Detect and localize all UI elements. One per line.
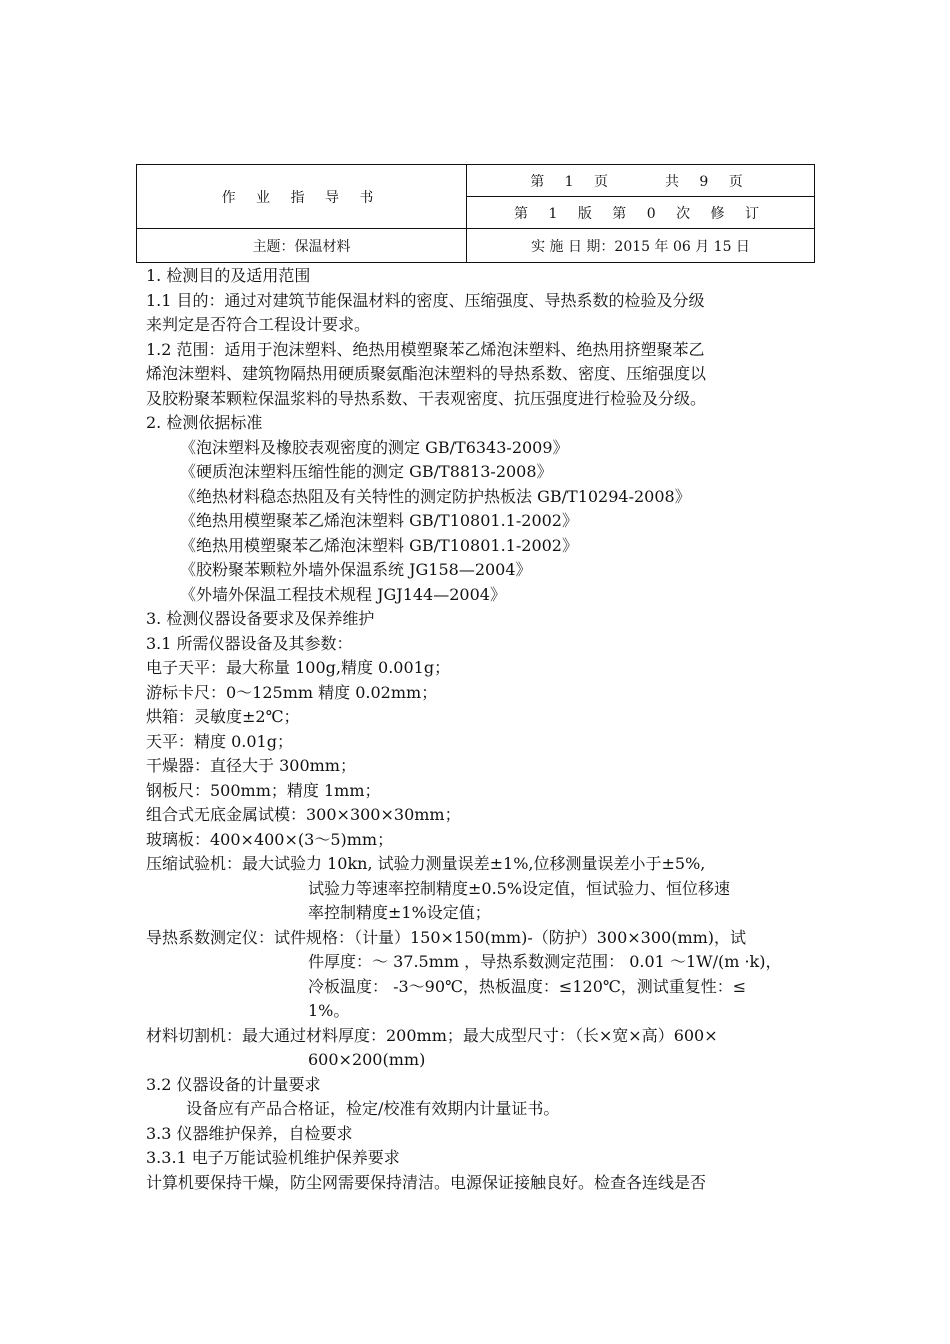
standard-item: 《外墙外保温工程技术规程 JGJ144—2004》 — [180, 584, 506, 604]
subsection-heading: 3.3.1 电子万能试验机维护保养要求 — [146, 1148, 400, 1167]
page-total: 共 9 页 — [664, 173, 751, 190]
paragraph-line: 1.2 范围：适用于泡沫塑料、绝热用模塑聚苯乙烯泡沫塑料、绝热用挤塑聚苯乙 — [146, 339, 705, 359]
equipment-item: 导热系数测定仪：试件规格：（计量）150×150(mm)-（防护）300×300(mm)，试 — [146, 927, 747, 947]
effective-date-cell — [467, 229, 815, 263]
equipment-item: 压缩试验机：最大试验力 10kn, 试验力测量误差±1%,位移测量误差小于±5%, — [146, 854, 706, 873]
paragraph-line: 及胶粉聚苯颗粒保温浆料的导热系数、干表观密度、抗压强度进行检验及分级。 — [146, 388, 707, 408]
effective-date: 实 施 日 期：2015 年 06 月 15 日 — [531, 238, 750, 255]
subject-text: 主题：保温材料 — [252, 238, 351, 255]
subsection-heading: 3.3 仪器维护保养，自检要求 — [146, 1123, 353, 1143]
document-title-cell — [137, 165, 467, 229]
paragraph-line: 1.1 目的：通过对建筑节能保温材料的密度、压缩强度、导热系数的检验及分级 — [146, 290, 705, 310]
subject-cell — [137, 229, 467, 263]
equipment-item-continued: 600×200(mm) — [308, 1050, 426, 1069]
paragraph-line: 设备应有产品合格证，检定/校准有效期内计量证书。 — [186, 1099, 560, 1118]
equipment-item: 天平：精度 0.01g； — [146, 731, 293, 751]
equipment-item: 材料切割机：最大通过材料厚度：200mm；最大成型尺寸：（长×宽×高）600× — [146, 1025, 718, 1045]
subsection-heading: 3.2 仪器设备的计量要求 — [146, 1074, 321, 1094]
subsection-heading: 3.1 所需仪器设备及其参数： — [146, 633, 353, 653]
standard-item: 《绝热用模塑聚苯乙烯泡沫塑料 GB/T10801.1-2002》 — [180, 535, 578, 555]
document-body — [146, 264, 810, 1195]
paragraph-line: 烯泡沫塑料、建筑物隔热用硬质聚氨酯泡沫塑料的导热系数、密度、压缩强度以 — [146, 364, 707, 383]
standard-item: 《绝热用模塑聚苯乙烯泡沫塑料 GB/T10801.1-2002》 — [180, 511, 578, 530]
section-heading: 2. 检测依据标准 — [146, 413, 263, 432]
standard-item: 《泡沫塑料及橡胶表观密度的测定 GB/T6343-2009》 — [180, 437, 569, 457]
equipment-item: 游标卡尺：0～125mm 精度 0.02mm； — [146, 682, 438, 702]
section-heading: 1. 检测目的及适用范围 — [146, 266, 311, 285]
revision-cell — [467, 197, 815, 229]
equipment-item-continued: 1%。 — [308, 1001, 350, 1020]
equipment-item-continued: 件厚度：～ 37.5mm ，导热系数测定范围： 0.01 ～1W/(m ·k)， — [308, 952, 782, 971]
header-table — [136, 164, 815, 263]
section-heading: 3. 检测仪器设备要求及保养维护 — [146, 609, 375, 628]
page-current: 第 1 页 — [530, 173, 617, 190]
page-info-cell — [467, 165, 815, 197]
revision-text: 第 1 版 第 0 次 修 订 — [514, 205, 767, 222]
equipment-item-continued: 率控制精度±1%设定值； — [308, 903, 491, 922]
document-title: 作 业 指 导 书 — [221, 189, 382, 206]
equipment-item-continued: 试验力等速率控制精度±0.5%设定值，恒试验力、恒位移速 — [308, 878, 731, 898]
equipment-item-continued: 冷板温度： -3～90℃，热板温度：≤120℃，测试重复性：≤ — [308, 976, 747, 996]
standard-item: 《胶粉聚苯颗粒外墙外保温系统 JG158—2004》 — [180, 560, 532, 579]
equipment-item: 干燥器：直径大于 300mm； — [146, 756, 356, 775]
standard-item: 《硬质泡沫塑料压缩性能的测定 GB/T8813-2008》 — [180, 462, 553, 481]
paragraph-line: 来判定是否符合工程设计要求。 — [146, 315, 371, 334]
equipment-item: 电子天平：最大称量 100g,精度 0.001g； — [146, 658, 451, 677]
equipment-item: 玻璃板：400×400×(3～5)mm； — [146, 829, 394, 849]
paragraph-line: 计算机要保持干燥，防尘网需要保持清洁。电源保证接触良好。检查各连线是否 — [146, 1172, 707, 1192]
equipment-item: 烘箱：灵敏度±2℃； — [146, 707, 300, 726]
equipment-item: 钢板尺：500mm；精度 1mm； — [146, 780, 381, 800]
equipment-item: 组合式无底金属试模：300×300×30mm； — [146, 805, 461, 824]
standard-item: 《绝热材料稳态热阻及有关特性的测定防护热板法 GB/T10294-2008》 — [180, 486, 691, 506]
